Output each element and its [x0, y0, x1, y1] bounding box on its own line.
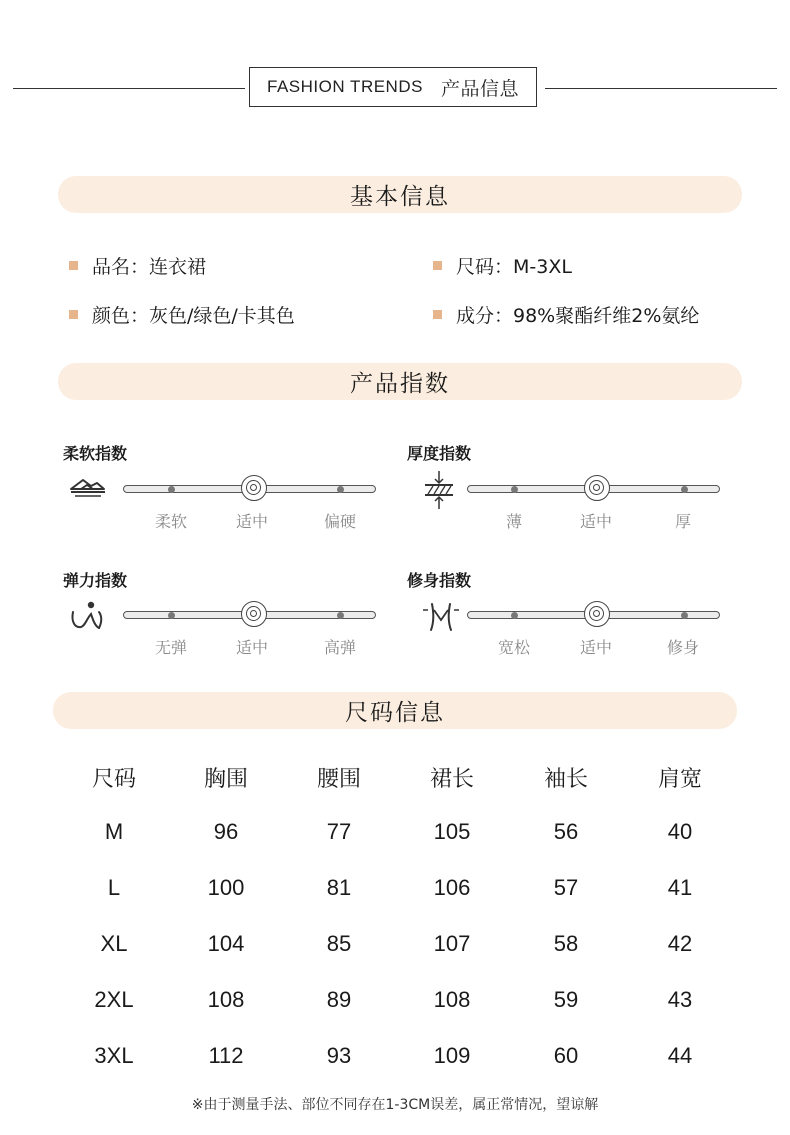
table-header-cell: 尺码: [91, 767, 136, 792]
table-cell: 109: [433, 1043, 471, 1068]
tick-label: 高弹: [323, 638, 356, 657]
bullet-icon: [433, 310, 442, 319]
header-line-left: [13, 88, 245, 89]
info-item-material: [433, 301, 699, 328]
info-item-label: 品名：连衣裙: [92, 256, 207, 278]
header-title-box: [249, 67, 537, 107]
table-cell: 89: [326, 987, 352, 1012]
index-knob-softness: [241, 475, 267, 501]
index-title-fit: 修身指数: [407, 571, 472, 590]
table-cell: 58: [553, 931, 579, 956]
table-cell: 108: [433, 987, 471, 1012]
table-cell: 2XL: [94, 987, 134, 1012]
tick-label: 修身: [666, 638, 699, 657]
info-item-name: [69, 252, 206, 279]
tick-label: 厚: [674, 512, 691, 531]
index-dot: [168, 612, 175, 619]
index-knob-thickness: [584, 475, 610, 501]
index-title-elasticity: 弹力指数: [63, 571, 128, 590]
table-cell: 104: [207, 931, 245, 956]
tick-label: 薄: [505, 512, 522, 531]
table-cell: 100: [207, 875, 245, 900]
tick-label: 适中: [235, 638, 268, 657]
header-title-zh: 产品信息: [440, 77, 519, 100]
table-cell: 85: [326, 931, 352, 956]
info-item-label: 颜色：灰色/绿色/卡其色: [92, 305, 295, 327]
index-dot: [681, 486, 688, 493]
table-header-cell: 腰围: [316, 767, 361, 792]
thickness-icon: [422, 470, 456, 510]
elasticity-icon: [69, 600, 105, 632]
table-cell: 43: [667, 987, 693, 1012]
tick-label: 无弹: [154, 638, 187, 657]
table-cell: 77: [326, 819, 352, 844]
bullet-icon: [433, 261, 442, 270]
tick-label: 适中: [579, 512, 612, 531]
header-line-right: [545, 88, 777, 89]
section-product-index: 产品指数: [58, 363, 742, 400]
table-cell: 93: [326, 1043, 352, 1068]
fit-icon: [422, 600, 460, 632]
info-item-color: [69, 301, 295, 328]
bullet-icon: [69, 261, 78, 270]
table-cell: 56: [553, 819, 579, 844]
index-title-softness: 柔软指数: [63, 444, 128, 463]
table-cell: 105: [433, 819, 471, 844]
table-cell: 3XL: [94, 1043, 134, 1068]
table-cell: 59: [553, 987, 579, 1012]
table-cell: 106: [433, 875, 471, 900]
index-dot: [681, 612, 688, 619]
bullet-icon: [69, 310, 78, 319]
index-dot: [337, 486, 344, 493]
tick-label: 柔软: [154, 512, 187, 531]
table-cell: 41: [667, 875, 693, 900]
info-item-size: [433, 252, 572, 279]
index-title-thickness: 厚度指数: [407, 444, 472, 463]
info-item-label: 成分：98%聚酯纤维2%氨纶: [456, 305, 700, 327]
table-cell: 42: [667, 931, 693, 956]
info-item-label: 尺码：M-3XL: [456, 256, 572, 278]
section-size-info: 尺码信息: [53, 692, 737, 729]
table-cell: 40: [667, 819, 693, 844]
table-cell: 60: [553, 1043, 579, 1068]
tick-label: 适中: [235, 512, 268, 531]
index-knob-fit: [584, 601, 610, 627]
table-cell: M: [104, 819, 124, 844]
table-header-cell: 肩宽: [657, 767, 702, 792]
tick-label: 宽松: [497, 638, 530, 657]
footnote: ※由于测量手法、部位不同存在1-3CM误差，属正常情况，望谅解: [191, 1097, 599, 1113]
header-title-en: FASHION TRENDS: [267, 77, 423, 96]
table-header-cell: 裙长: [429, 767, 474, 792]
table-cell: 107: [433, 931, 471, 956]
section-basic-info: 基本信息: [58, 176, 742, 213]
table-cell: 96: [213, 819, 239, 844]
tick-label: 偏硬: [323, 512, 356, 531]
table-cell: 57: [553, 875, 579, 900]
table-cell: 81: [326, 875, 352, 900]
index-dot: [168, 486, 175, 493]
table-cell: 44: [667, 1043, 693, 1068]
index-dot: [511, 486, 518, 493]
table-cell: XL: [100, 931, 128, 956]
index-knob-elasticity: [241, 601, 267, 627]
softness-icon: [69, 477, 107, 499]
table-header-cell: 胸围: [203, 767, 248, 792]
table-cell: 112: [208, 1043, 244, 1068]
table-cell: L: [107, 875, 121, 900]
table-header-cell: 袖长: [543, 767, 588, 792]
index-dot: [337, 612, 344, 619]
table-cell: 108: [207, 987, 245, 1012]
index-dot: [511, 612, 518, 619]
tick-label: 适中: [579, 638, 612, 657]
